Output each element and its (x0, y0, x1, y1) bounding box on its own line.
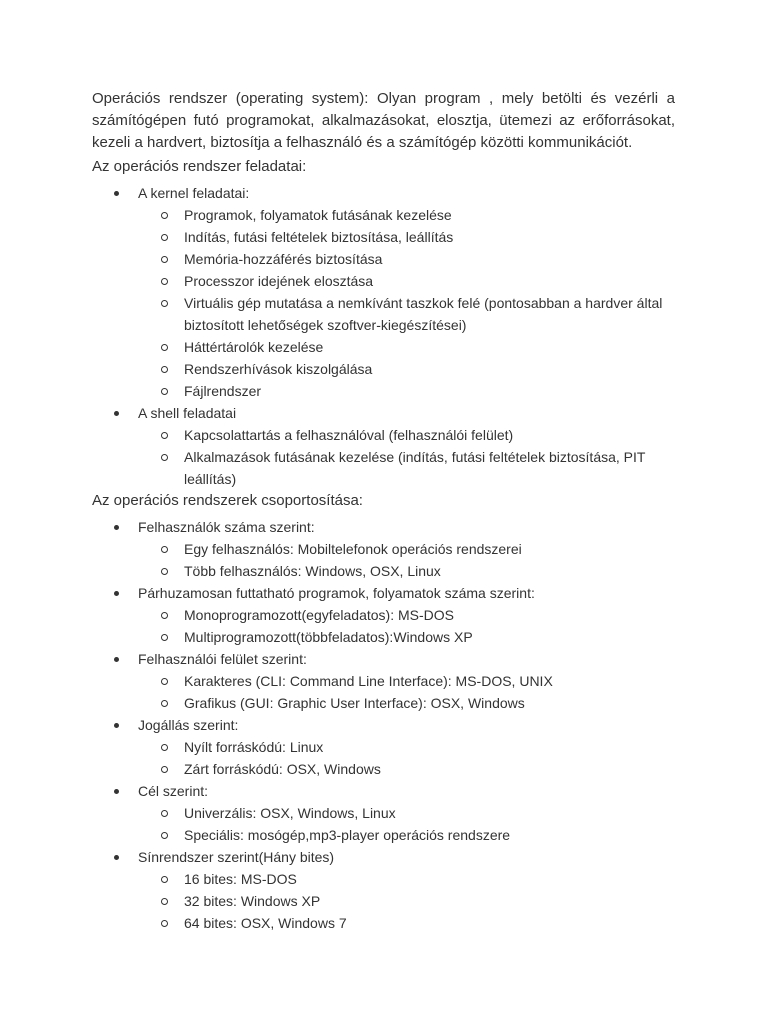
bullet-icon (114, 789, 119, 794)
sub-list-item (92, 758, 692, 780)
bullet-icon (114, 657, 119, 662)
circle-bullet-icon (161, 810, 168, 817)
sub-list (138, 424, 692, 490)
list-item-label: Sínrendszer szerint(Hány bites) (138, 849, 335, 865)
sub-list-item (92, 868, 692, 890)
sub-list-item-label: Indítás, futási feltételek biztosítása, leállítás (184, 229, 454, 245)
sub-list-item-label: Processzor idejének elosztása (184, 273, 374, 289)
intro-paragraph: Operációs rendszer (operating system): Olyan program , mely betölti és vezérli a számítógépen futó programokat, alkalmazásokat, elosztja, ütemezi az erőforrásokat, kezeli a hardvert, biztosítja a felhasználó és a számítógép közötti kommunikációt. (92, 90, 675, 151)
circle-bullet-icon (161, 546, 168, 553)
bullet-icon (114, 855, 119, 860)
sub-list-item (92, 538, 692, 560)
sub-list-item-label: Egy felhasználós: Mobiltelefonok operációs rendszerei (184, 541, 522, 557)
sub-list-item (92, 736, 692, 758)
sub-list-item-label: 64 bites: OSX, Windows 7 (184, 915, 347, 931)
sub-list-item-label: Multiprogramozott(többfeladatos):Windows XP (184, 629, 473, 645)
circle-bullet-icon (161, 344, 168, 351)
circle-bullet-icon (161, 700, 168, 707)
section-heading-groups: Az operációs rendszerek csoportosítása: (92, 492, 363, 509)
sub-list-item (92, 890, 692, 912)
sub-list-item (92, 560, 692, 582)
tasks-list (92, 182, 692, 490)
section-heading-tasks: Az operációs rendszer feladatai: (92, 158, 307, 175)
circle-bullet-icon (161, 898, 168, 905)
circle-bullet-icon (161, 234, 168, 241)
sub-list-item-label: Háttértárolók kezelése (184, 339, 324, 355)
sub-list-item (92, 270, 692, 292)
circle-bullet-icon (161, 876, 168, 883)
list-item-label: A shell feladatai (138, 405, 237, 421)
sub-list-item-label: Zárt forráskódú: OSX, Windows (184, 761, 381, 777)
list-item (92, 402, 692, 490)
circle-bullet-icon (161, 634, 168, 641)
circle-bullet-icon (161, 832, 168, 839)
list-item-label: A kernel feladatai: (138, 185, 250, 201)
bullet-icon (114, 191, 119, 196)
groups-list (92, 516, 692, 934)
sub-list-item-label: Karakteres (CLI: Command Line Interface): MS-DOS, UNIX (184, 673, 553, 689)
sub-list-item (92, 604, 692, 626)
sub-list-item (92, 670, 692, 692)
list-item (92, 648, 692, 714)
circle-bullet-icon (161, 432, 168, 439)
sub-list-item-label: Grafikus (GUI: Graphic User Interface): OSX, Windows (184, 695, 525, 711)
list-item (92, 182, 692, 402)
list-item-label: Felhasználói felület szerint: (138, 651, 307, 667)
list-item-label: Cél szerint: (138, 783, 209, 799)
circle-bullet-icon (161, 920, 168, 927)
bullet-icon (114, 411, 119, 416)
list-item-label: Felhasználók száma szerint: (138, 519, 315, 535)
sub-list-item (92, 446, 692, 490)
sub-list-item (92, 824, 692, 846)
circle-bullet-icon (161, 612, 168, 619)
sub-list (138, 604, 692, 648)
circle-bullet-icon (161, 366, 168, 373)
sub-list-item (92, 424, 692, 446)
sub-list (138, 868, 692, 934)
sub-list (138, 736, 692, 780)
sub-list-item (92, 626, 692, 648)
circle-bullet-icon (161, 568, 168, 575)
sub-list-item-label: Monoprogramozott(egyfeladatos): MS-DOS (184, 607, 454, 623)
sub-list (138, 204, 692, 402)
bullet-icon (114, 525, 119, 530)
sub-list-item-label: Rendszerhívások kiszolgálása (184, 361, 373, 377)
circle-bullet-icon (161, 300, 168, 307)
sub-list-item-label: Fájlrendszer (184, 383, 262, 399)
sub-list-item (92, 204, 692, 226)
sub-list-item-label: Virtuális gép mutatása a nemkívánt taszkok felé (pontosabban a hardver által biztosított lehetőségek szoftver-kiegészítései) (184, 295, 663, 333)
sub-list-item (92, 226, 692, 248)
sub-list-item (92, 912, 692, 934)
circle-bullet-icon (161, 212, 168, 219)
list-item (92, 582, 692, 648)
sub-list-item-label: 32 bites: Windows XP (184, 893, 321, 909)
sub-list-item-label: Alkalmazások futásának kezelése (indítás, futási feltételek biztosítása, PIT leállítás) (184, 449, 646, 487)
bullet-icon (114, 591, 119, 596)
sub-list-item-label: Memória-hozzáférés biztosítása (184, 251, 383, 267)
sub-list (138, 538, 692, 582)
sub-list (138, 802, 692, 846)
list-item-label: Jogállás szerint: (138, 717, 239, 733)
sub-list-item (92, 692, 692, 714)
circle-bullet-icon (161, 278, 168, 285)
circle-bullet-icon (161, 744, 168, 751)
circle-bullet-icon (161, 256, 168, 263)
sub-list-item-label: Nyílt forráskódú: Linux (184, 739, 324, 755)
sub-list-item (92, 380, 692, 402)
bullet-icon (114, 723, 119, 728)
list-item (92, 516, 692, 582)
list-item-label: Párhuzamosan futtatható programok, folyamatok száma szerint: (138, 585, 535, 601)
sub-list-item (92, 358, 692, 380)
sub-list-item-label: Speciális: mosógép,mp3-player operációs rendszere (184, 827, 511, 843)
sub-list-item-label: 16 bites: MS-DOS (184, 871, 297, 887)
sub-list-item (92, 248, 692, 270)
circle-bullet-icon (161, 766, 168, 773)
list-item (92, 780, 692, 846)
circle-bullet-icon (161, 454, 168, 461)
sub-list (138, 670, 692, 714)
sub-list-item (92, 336, 692, 358)
sub-list-item (92, 802, 692, 824)
sub-list-item-label: Kapcsolattartás a felhasználóval (felhasználói felület) (184, 427, 514, 443)
list-item (92, 714, 692, 780)
sub-list-item (92, 292, 692, 336)
circle-bullet-icon (161, 678, 168, 685)
sub-list-item-label: Univerzális: OSX, Windows, Linux (184, 805, 396, 821)
circle-bullet-icon (161, 388, 168, 395)
sub-list-item-label: Programok, folyamatok futásának kezelése (184, 207, 452, 223)
sub-list-item-label: Több felhasználós: Windows, OSX, Linux (184, 563, 441, 579)
list-item (92, 846, 692, 934)
